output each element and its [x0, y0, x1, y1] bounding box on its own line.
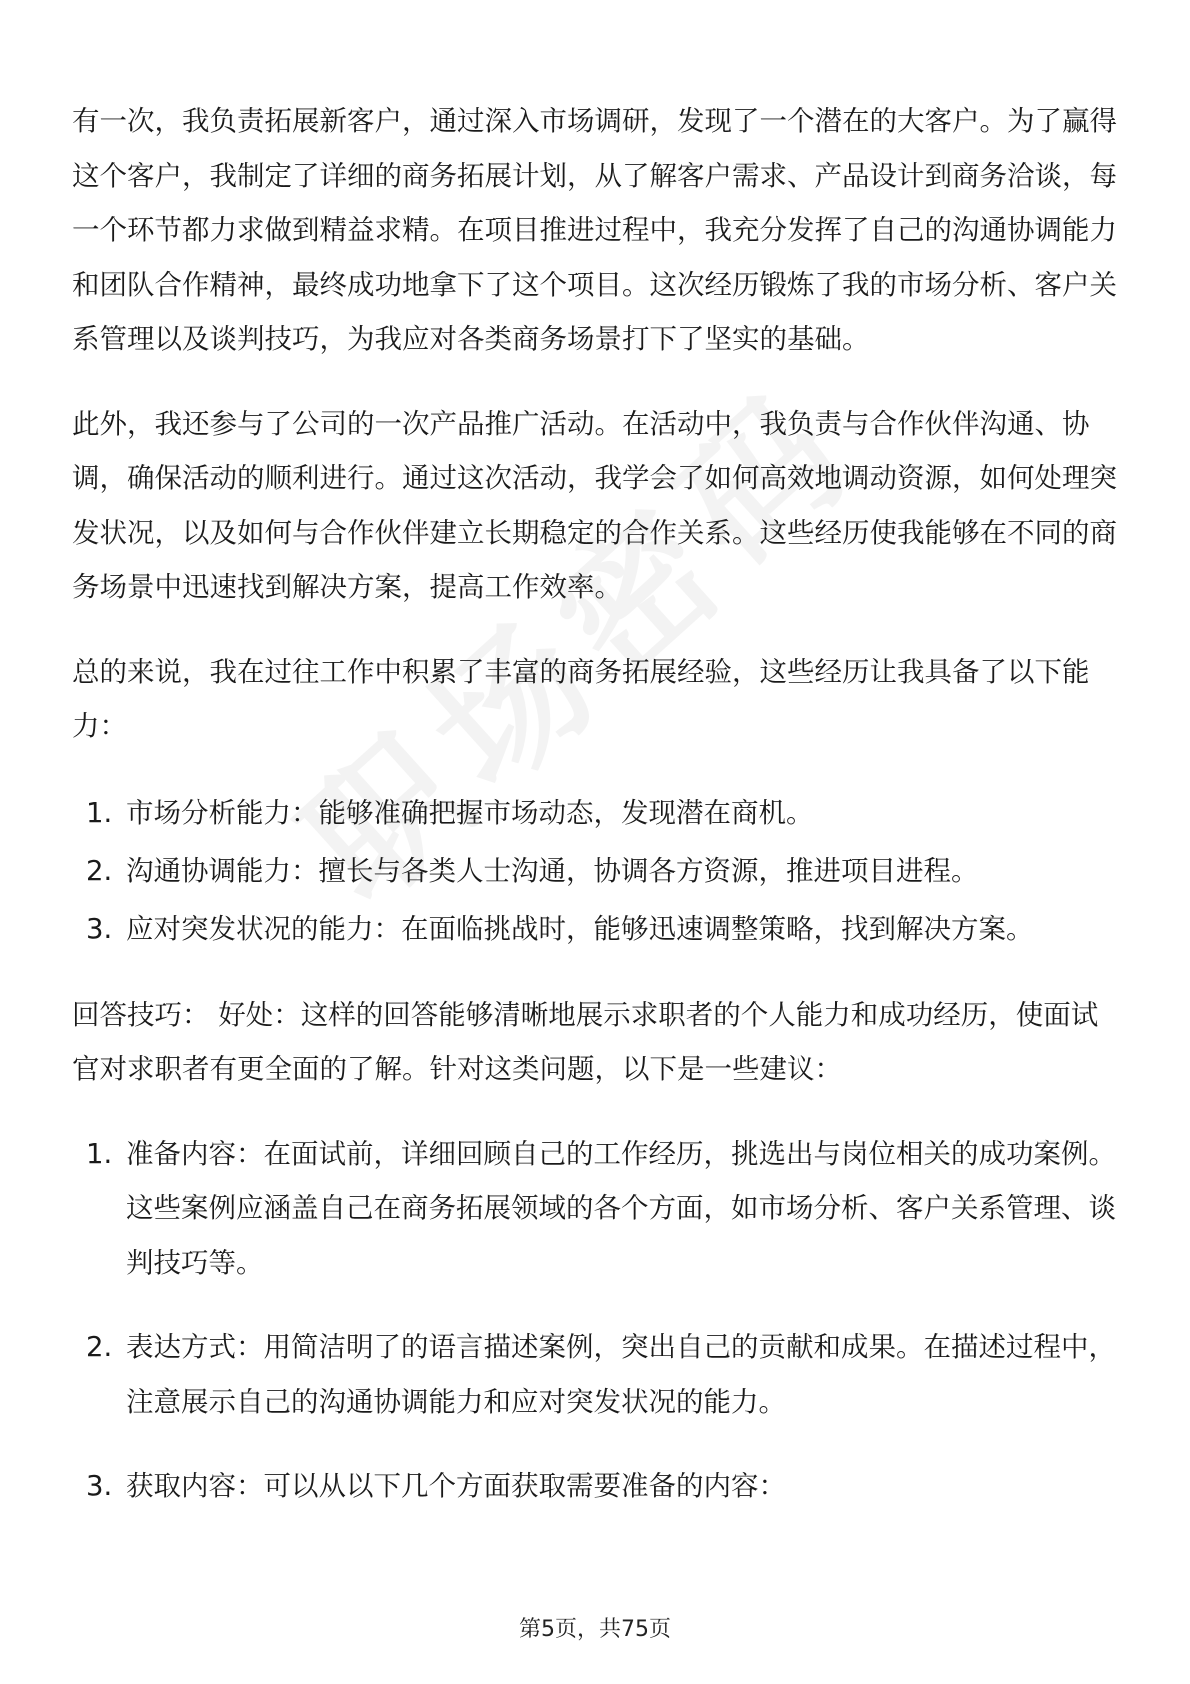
- list-item-number: 1.: [86, 1137, 113, 1170]
- list-item: [72, 1459, 1122, 1514]
- list-item-text: 沟通协调能力：擅长与各类人士沟通，协调各方资源，推进项目进程。: [126, 854, 979, 887]
- list-item-number: 2.: [86, 1331, 113, 1363]
- paragraph-answer-tips: 回答技巧： 好处：这样的回答能够清晰地展示求职者的个人能力和成功经历，使面试官对求职者有更全面的了解。针对这类问题，以下是一些建议：: [72, 998, 1099, 1085]
- list-item: [72, 784, 1122, 842]
- list-item-number: 3.: [86, 912, 113, 945]
- list-item-text: 应对突发状况的能力：在面临挑战时，能够迅速调整策略，找到解决方案。: [126, 912, 1034, 945]
- list-item: [72, 900, 1122, 958]
- list-item: [72, 1320, 1122, 1429]
- document-body: [72, 94, 1122, 1544]
- page-number-footer: 第5页，共75页: [519, 1617, 671, 1642]
- list-item-number: 3.: [86, 1470, 113, 1502]
- paragraph-product-promotion: 此外，我还参与了公司的一次产品推广活动。在活动中，我负责与合作伙伴沟通、协调，确保活动的顺利进行。通过这次活动，我学会了如何高效地调动资源，如何处理突发状况，以及如何与合作伙伴建立长期稳定的合作关系。这些经历使我能够在不同的商务场景中迅速找到解决方案，提高工作效率。: [72, 407, 1117, 603]
- tips-list: [72, 1127, 1122, 1514]
- list-item-text: 表达方式：用简洁明了的语言描述案例，突出自己的贡献和成果。在描述过程中，注意展示自己的沟通协调能力和应对突发状况的能力。: [126, 1331, 1116, 1418]
- list-item-number: 1.: [86, 796, 113, 829]
- list-item-text: 准备内容：在面试前，详细回顾自己的工作经历，挑选出与岗位相关的成功案例。这些案例应涵盖自己在商务拓展领域的各个方面，如市场分析、客户关系管理、谈判技巧等。: [126, 1137, 1116, 1279]
- abilities-list: [72, 784, 1122, 958]
- paragraph-summary: 总的来说，我在过往工作中积累了丰富的商务拓展经验，这些经历让我具备了以下能力：: [72, 655, 1090, 742]
- list-item-text: 市场分析能力：能够准确把握市场动态，发现潜在商机。: [126, 796, 814, 829]
- list-item: [72, 842, 1122, 900]
- list-item-number: 2.: [86, 854, 113, 887]
- paragraph-experience-new-client: 有一次，我负责拓展新客户，通过深入市场调研，发现了一个潜在的大客户。为了赢得这个客户，我制定了详细的商务拓展计划，从了解客户需求、产品设计到商务洽谈，每一个环节都力求做到精益求精。在项目推进过程中，我充分发挥了自己的沟通协调能力和团队合作精神，最终成功地拿下了这个项目。这次经历锻炼了我的市场分析、客户关系管理以及谈判技巧，为我应对各类商务场景打下了坚实的基础。: [72, 105, 1117, 355]
- list-item-text: 获取内容：可以从以下几个方面获取需要准备的内容：: [126, 1470, 786, 1502]
- list-item: [72, 1127, 1122, 1291]
